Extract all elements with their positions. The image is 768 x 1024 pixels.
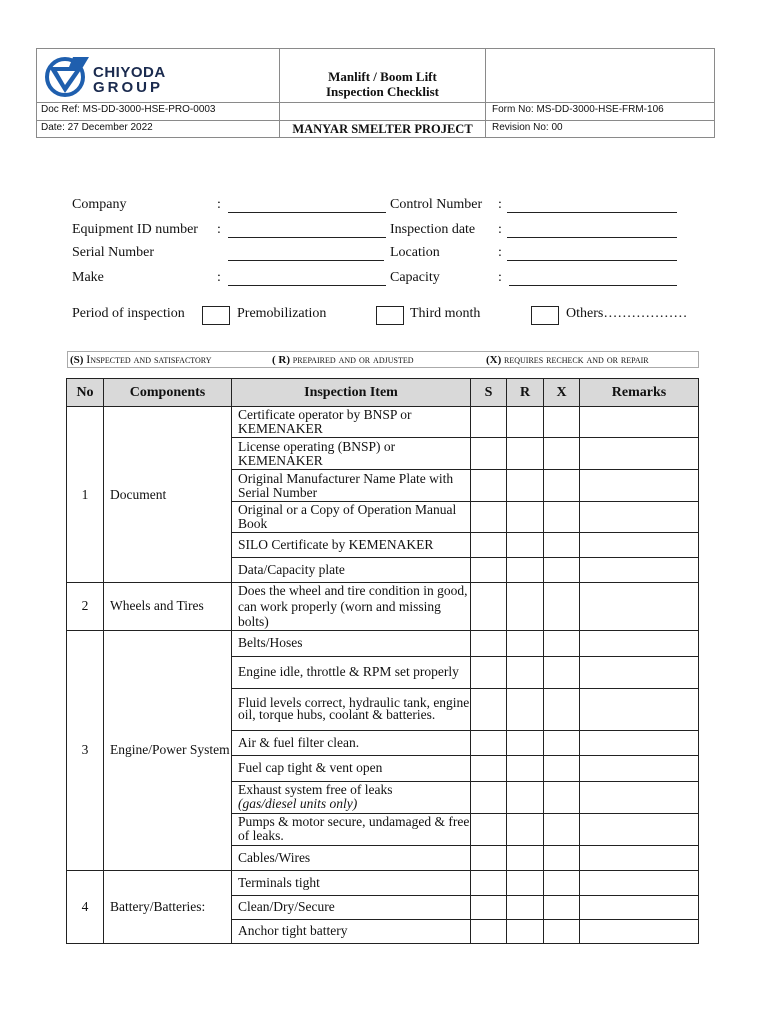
x-cell[interactable] (544, 845, 580, 870)
r-cell[interactable] (507, 781, 544, 813)
period-label: Period of inspection (72, 306, 185, 321)
x-cell[interactable] (544, 730, 580, 755)
s-cell[interactable] (471, 845, 507, 870)
s-cell[interactable] (471, 781, 507, 813)
legend-r-code: ( R) (272, 354, 291, 366)
r-cell[interactable] (507, 895, 544, 919)
r-cell[interactable] (507, 502, 544, 533)
header-r: R (507, 379, 544, 407)
r-cell[interactable] (507, 845, 544, 870)
inspection-item: Anchor tight battery (232, 919, 471, 943)
table-row (67, 583, 699, 631)
x-cell[interactable] (544, 870, 580, 895)
s-cell[interactable] (471, 755, 507, 781)
inspection-item: Fluid levels correct, hydraulic tank, engine oil, torque hubs, coolant & batteries. (232, 688, 471, 730)
r-cell[interactable] (507, 919, 544, 943)
remarks-cell[interactable] (580, 688, 699, 730)
s-cell[interactable] (471, 870, 507, 895)
r-cell[interactable] (507, 558, 544, 583)
group-no: 1 (67, 407, 104, 583)
s-cell[interactable] (471, 470, 507, 502)
x-cell[interactable] (544, 813, 580, 845)
remarks-cell[interactable] (580, 755, 699, 781)
remarks-cell[interactable] (580, 870, 699, 895)
inspection-item: Original Manufacturer Name Plate with Serial Number (232, 470, 471, 502)
table-row (67, 630, 699, 656)
header-x: X (544, 379, 580, 407)
form-number: Form No: MS-DD-3000-HSE-FRM-106 (492, 104, 664, 115)
colon: : (498, 270, 502, 285)
header-s: S (471, 379, 507, 407)
document-title (280, 49, 485, 103)
equipment-id-label: Equipment ID number (72, 222, 198, 237)
table-row (67, 870, 699, 895)
inspection-item: Clean/Dry/Secure (232, 895, 471, 919)
premobilization-checkbox[interactable] (202, 306, 230, 325)
s-cell[interactable] (471, 895, 507, 919)
remarks-cell[interactable] (580, 558, 699, 583)
r-cell[interactable] (507, 656, 544, 688)
s-cell[interactable] (471, 919, 507, 943)
capacity-field[interactable] (509, 285, 677, 286)
table-header-row (67, 379, 699, 407)
s-cell[interactable] (471, 688, 507, 730)
s-cell[interactable] (471, 502, 507, 533)
inspection-item: Cables/Wires (232, 845, 471, 870)
legend-x-text: requires recheck and or repair (504, 352, 649, 366)
remarks-cell[interactable] (580, 919, 699, 943)
r-cell[interactable] (507, 533, 544, 558)
title-line-1: Manlift / Boom Lift (328, 69, 437, 84)
third-month-label: Third month (410, 306, 481, 321)
s-cell[interactable] (471, 630, 507, 656)
group-no: 4 (67, 870, 104, 943)
remarks-cell[interactable] (580, 533, 699, 558)
x-cell[interactable] (544, 407, 580, 438)
table-row (67, 407, 699, 438)
x-cell[interactable] (544, 630, 580, 656)
remarks-cell[interactable] (580, 583, 699, 631)
equipment-id-field[interactable] (228, 237, 386, 238)
r-cell[interactable] (507, 407, 544, 438)
exhaust-item-note: (gas/diesel units only) (238, 796, 358, 811)
inspection-item: Certificate operator by BNSP or KEMENAKER (232, 407, 471, 438)
document-header (36, 48, 715, 138)
exhaust-item-text: Exhaust system free of leaks (238, 782, 393, 797)
header-components: Components (104, 379, 232, 407)
remarks-cell[interactable] (580, 407, 699, 438)
group-no: 3 (67, 630, 104, 870)
doc-ref: Doc Ref: MS-DD-3000-HSE-PRO-0003 (41, 104, 216, 115)
group-component: Battery/Batteries: (104, 870, 232, 943)
x-cell[interactable] (544, 438, 580, 470)
x-cell[interactable] (544, 781, 580, 813)
x-cell[interactable] (544, 470, 580, 502)
colon: : (498, 245, 502, 260)
s-cell[interactable] (471, 656, 507, 688)
legend-s-text: Inspected and satisfactory (86, 352, 212, 366)
legend-r-text: prepaired and or adjusted (292, 352, 414, 366)
s-cell[interactable] (471, 558, 507, 583)
colon: : (217, 197, 221, 212)
s-cell[interactable] (471, 407, 507, 438)
inspection-item: Pumps & motor secure, undamaged & free of leaks. (232, 813, 471, 845)
inspection-item (232, 781, 471, 813)
inspection-table (66, 378, 699, 944)
chiyoda-logo-icon (43, 53, 91, 99)
inspection-item: Does the wheel and tire condition in good, can work properly (worn and missing bolts) (232, 583, 471, 631)
control-number-label: Control Number (390, 197, 483, 212)
group-component: Wheels and Tires (104, 583, 232, 631)
others-checkbox[interactable] (531, 306, 559, 325)
group-component: Document (104, 407, 232, 583)
control-number-field[interactable] (507, 212, 677, 213)
remarks-cell[interactable] (580, 895, 699, 919)
revision-number: Revision No: 00 (492, 122, 563, 133)
remarks-cell[interactable] (580, 502, 699, 533)
capacity-label: Capacity (390, 270, 440, 285)
third-month-checkbox[interactable] (376, 306, 404, 325)
x-cell[interactable] (544, 533, 580, 558)
legend-s-code: (S) (70, 354, 84, 366)
x-cell[interactable] (544, 502, 580, 533)
make-field[interactable] (228, 285, 386, 286)
company-logo (43, 53, 166, 101)
inspection-item: License operating (BNSP) or KEMENAKER (232, 438, 471, 470)
r-cell[interactable] (507, 630, 544, 656)
x-cell[interactable] (544, 688, 580, 730)
s-cell[interactable] (471, 438, 507, 470)
group-no: 2 (67, 583, 104, 631)
remarks-cell[interactable] (580, 656, 699, 688)
remarks-cell[interactable] (580, 470, 699, 502)
r-cell[interactable] (507, 438, 544, 470)
remarks-cell[interactable] (580, 781, 699, 813)
remarks-cell[interactable] (580, 730, 699, 755)
remarks-cell[interactable] (580, 630, 699, 656)
x-cell[interactable] (544, 755, 580, 781)
r-cell[interactable] (507, 730, 544, 755)
s-cell[interactable] (471, 533, 507, 558)
title-line-2: Inspection Checklist (325, 84, 440, 99)
inspection-date-field[interactable] (507, 237, 677, 238)
header-no: No (67, 379, 104, 407)
remarks-cell[interactable] (580, 438, 699, 470)
r-cell[interactable] (507, 470, 544, 502)
remarks-cell[interactable] (580, 845, 699, 870)
s-cell[interactable] (471, 730, 507, 755)
colon: : (217, 222, 221, 237)
r-cell[interactable] (507, 583, 544, 631)
others-label: Others……………… (566, 306, 688, 321)
s-cell[interactable] (471, 813, 507, 845)
legend-x-code: (X) (486, 354, 502, 366)
logo-text-top: CHIYODA (93, 64, 166, 81)
colon: : (217, 270, 221, 285)
header-inspection-item: Inspection Item (232, 379, 471, 407)
inspection-item: Air & fuel filter clean. (232, 730, 471, 755)
make-label: Make (72, 270, 104, 285)
group-component: Engine/Power System (104, 630, 232, 870)
inspection-item: Belts/Hoses (232, 630, 471, 656)
company-label: Company (72, 197, 127, 212)
inspection-item: Engine idle, throttle & RPM set properly (232, 656, 471, 688)
serial-number-label: Serial Number (72, 245, 155, 260)
inspection-item: Terminals tight (232, 870, 471, 895)
inspection-date-label: Inspection date (390, 222, 476, 237)
inspection-item: Original or a Copy of Operation Manual Book (232, 502, 471, 533)
r-cell[interactable] (507, 813, 544, 845)
inspection-item: Fuel cap tight & vent open (232, 755, 471, 781)
colon: : (498, 197, 502, 212)
inspection-item: SILO Certificate by KEMENAKER (232, 533, 471, 558)
remarks-cell[interactable] (580, 813, 699, 845)
x-cell[interactable] (544, 895, 580, 919)
premobilization-label: Premobilization (237, 306, 327, 321)
s-cell[interactable] (471, 583, 507, 631)
r-cell[interactable] (507, 870, 544, 895)
x-cell[interactable] (544, 919, 580, 943)
x-cell[interactable] (544, 558, 580, 583)
location-label: Location (390, 245, 440, 260)
x-cell[interactable] (544, 656, 580, 688)
colon: : (498, 222, 502, 237)
location-field[interactable] (507, 260, 677, 261)
status-legend (67, 351, 699, 368)
header-remarks: Remarks (580, 379, 699, 407)
r-cell[interactable] (507, 688, 544, 730)
inspection-item: Data/Capacity plate (232, 558, 471, 583)
company-field[interactable] (228, 212, 386, 213)
r-cell[interactable] (507, 755, 544, 781)
serial-number-field[interactable] (228, 260, 384, 261)
project-name: MANYAR SMELTER PROJECT (292, 122, 473, 136)
x-cell[interactable] (544, 583, 580, 631)
doc-date: Date: 27 December 2022 (41, 122, 153, 133)
logo-text-bottom: GROUP (93, 79, 164, 96)
